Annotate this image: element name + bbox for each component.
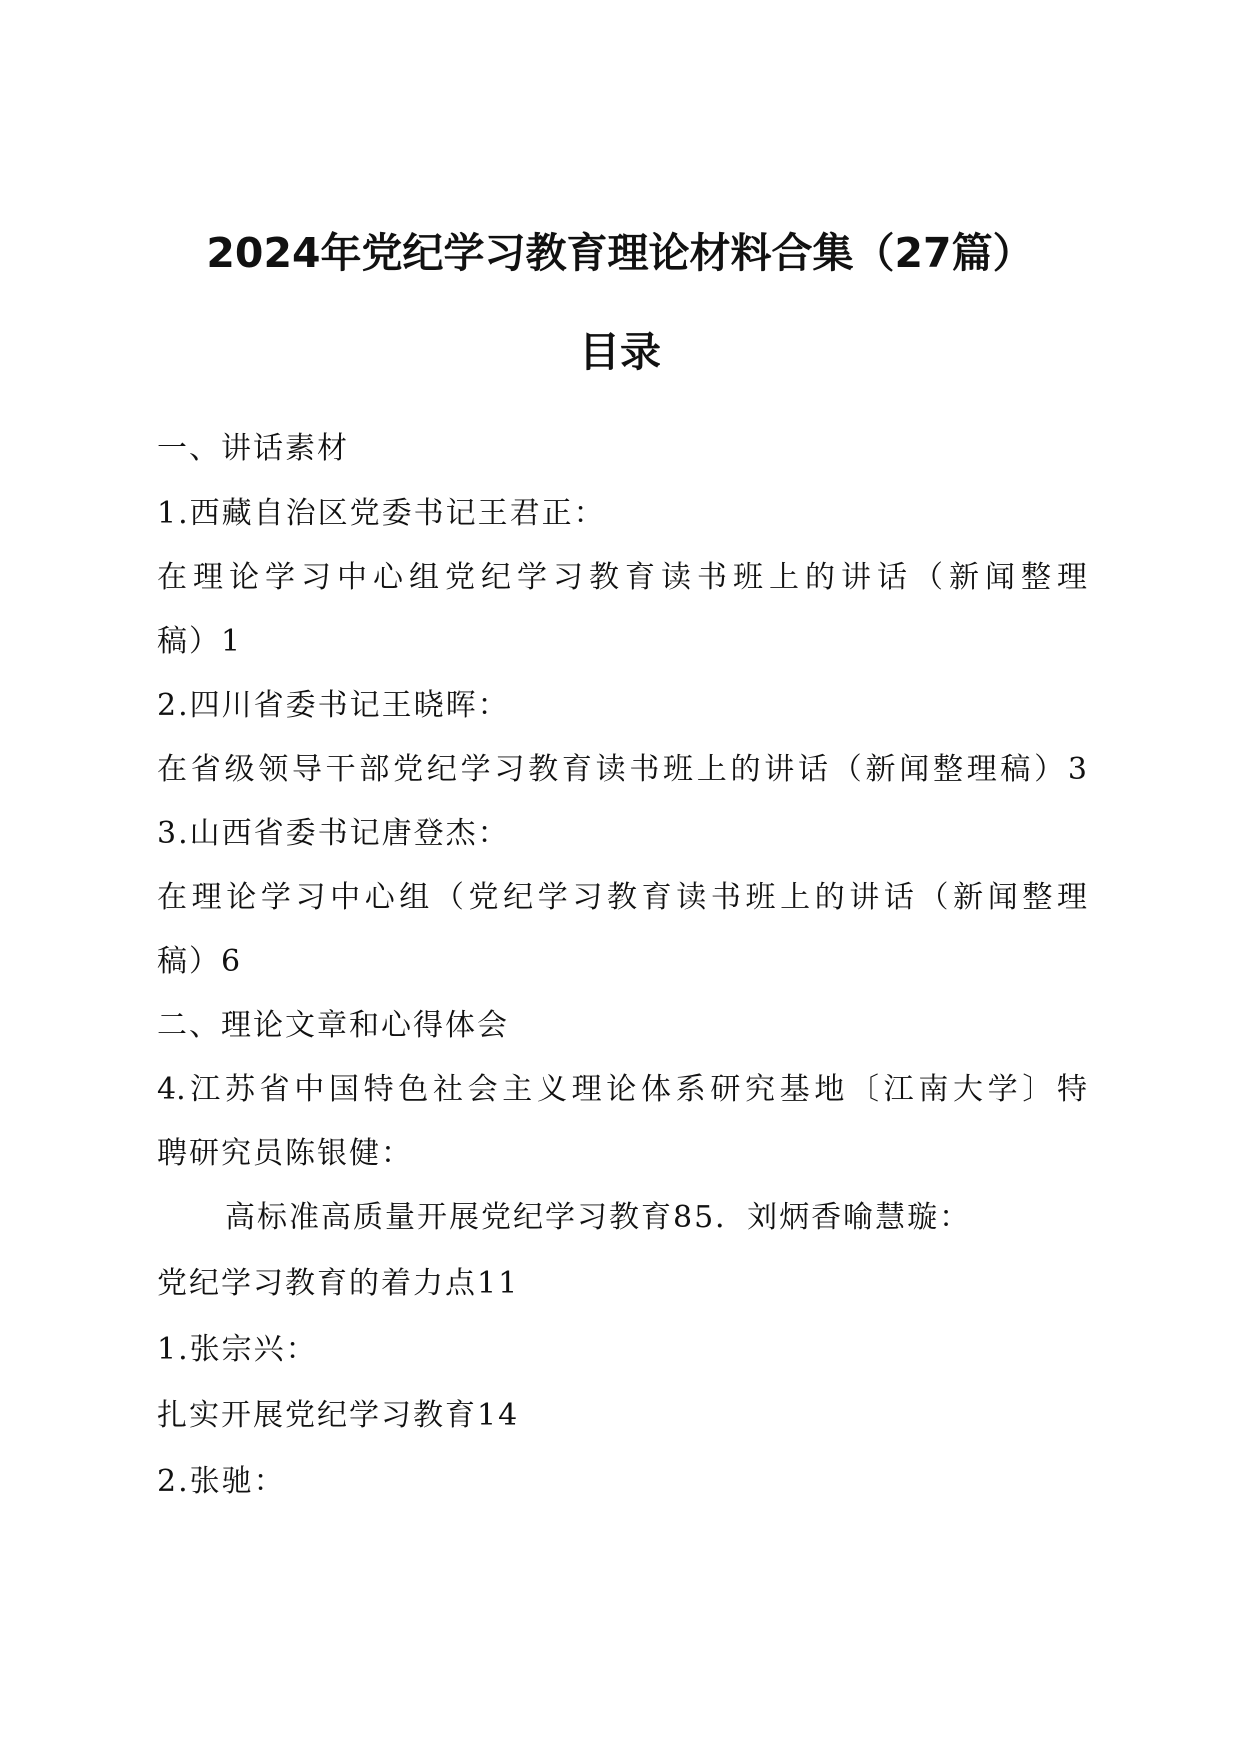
toc-entry-author-continued: 聘研究员陈银健： [157, 1136, 413, 1171]
toc-entry-author: 4.江苏省中国特色社会主义理论体系研究基地〔江南大学〕特 [157, 1072, 1087, 1107]
toc-entry-title: 扎实开展党纪学习教育14 [157, 1398, 520, 1433]
toc-entry-title: 高标准高质量开展党纪学习教育85．刘炳香喻慧璇： [225, 1200, 972, 1235]
toc-entry-author: 1.张宗兴： [157, 1332, 318, 1367]
toc-section-heading: 一、讲话素材 [157, 431, 349, 466]
toc-entry-title: 在理论学习中心组（党纪学习教育读书班上的讲话（新闻整理 [157, 880, 1087, 915]
toc-entry-author: 2.四川省委书记王晓晖： [157, 688, 510, 723]
toc-entry-author: 1.西藏自治区党委书记王君正： [157, 496, 606, 531]
toc-entry-author: 2.张驰： [157, 1464, 286, 1499]
toc-entry-title: 在理论学习中心组党纪学习教育读书班上的讲话（新闻整理 [157, 560, 1087, 595]
document-title: 2024年党纪学习教育理论材料合集（27篇） [206, 229, 1034, 277]
toc-section-heading: 二、理论文章和心得体会 [157, 1008, 509, 1043]
toc-entry-author: 3.山西省委书记唐登杰： [157, 816, 510, 851]
toc-entry-title-continued: 稿）1 [157, 624, 243, 659]
toc-entry-title: 在省级领导干部党纪学习教育读书班上的讲话（新闻整理稿）3 [157, 752, 1087, 787]
toc-heading: 目录 [579, 328, 661, 376]
toc-entry-title: 党纪学习教育的着力点11 [157, 1266, 520, 1301]
toc-entry-title-continued: 稿）6 [157, 944, 243, 979]
